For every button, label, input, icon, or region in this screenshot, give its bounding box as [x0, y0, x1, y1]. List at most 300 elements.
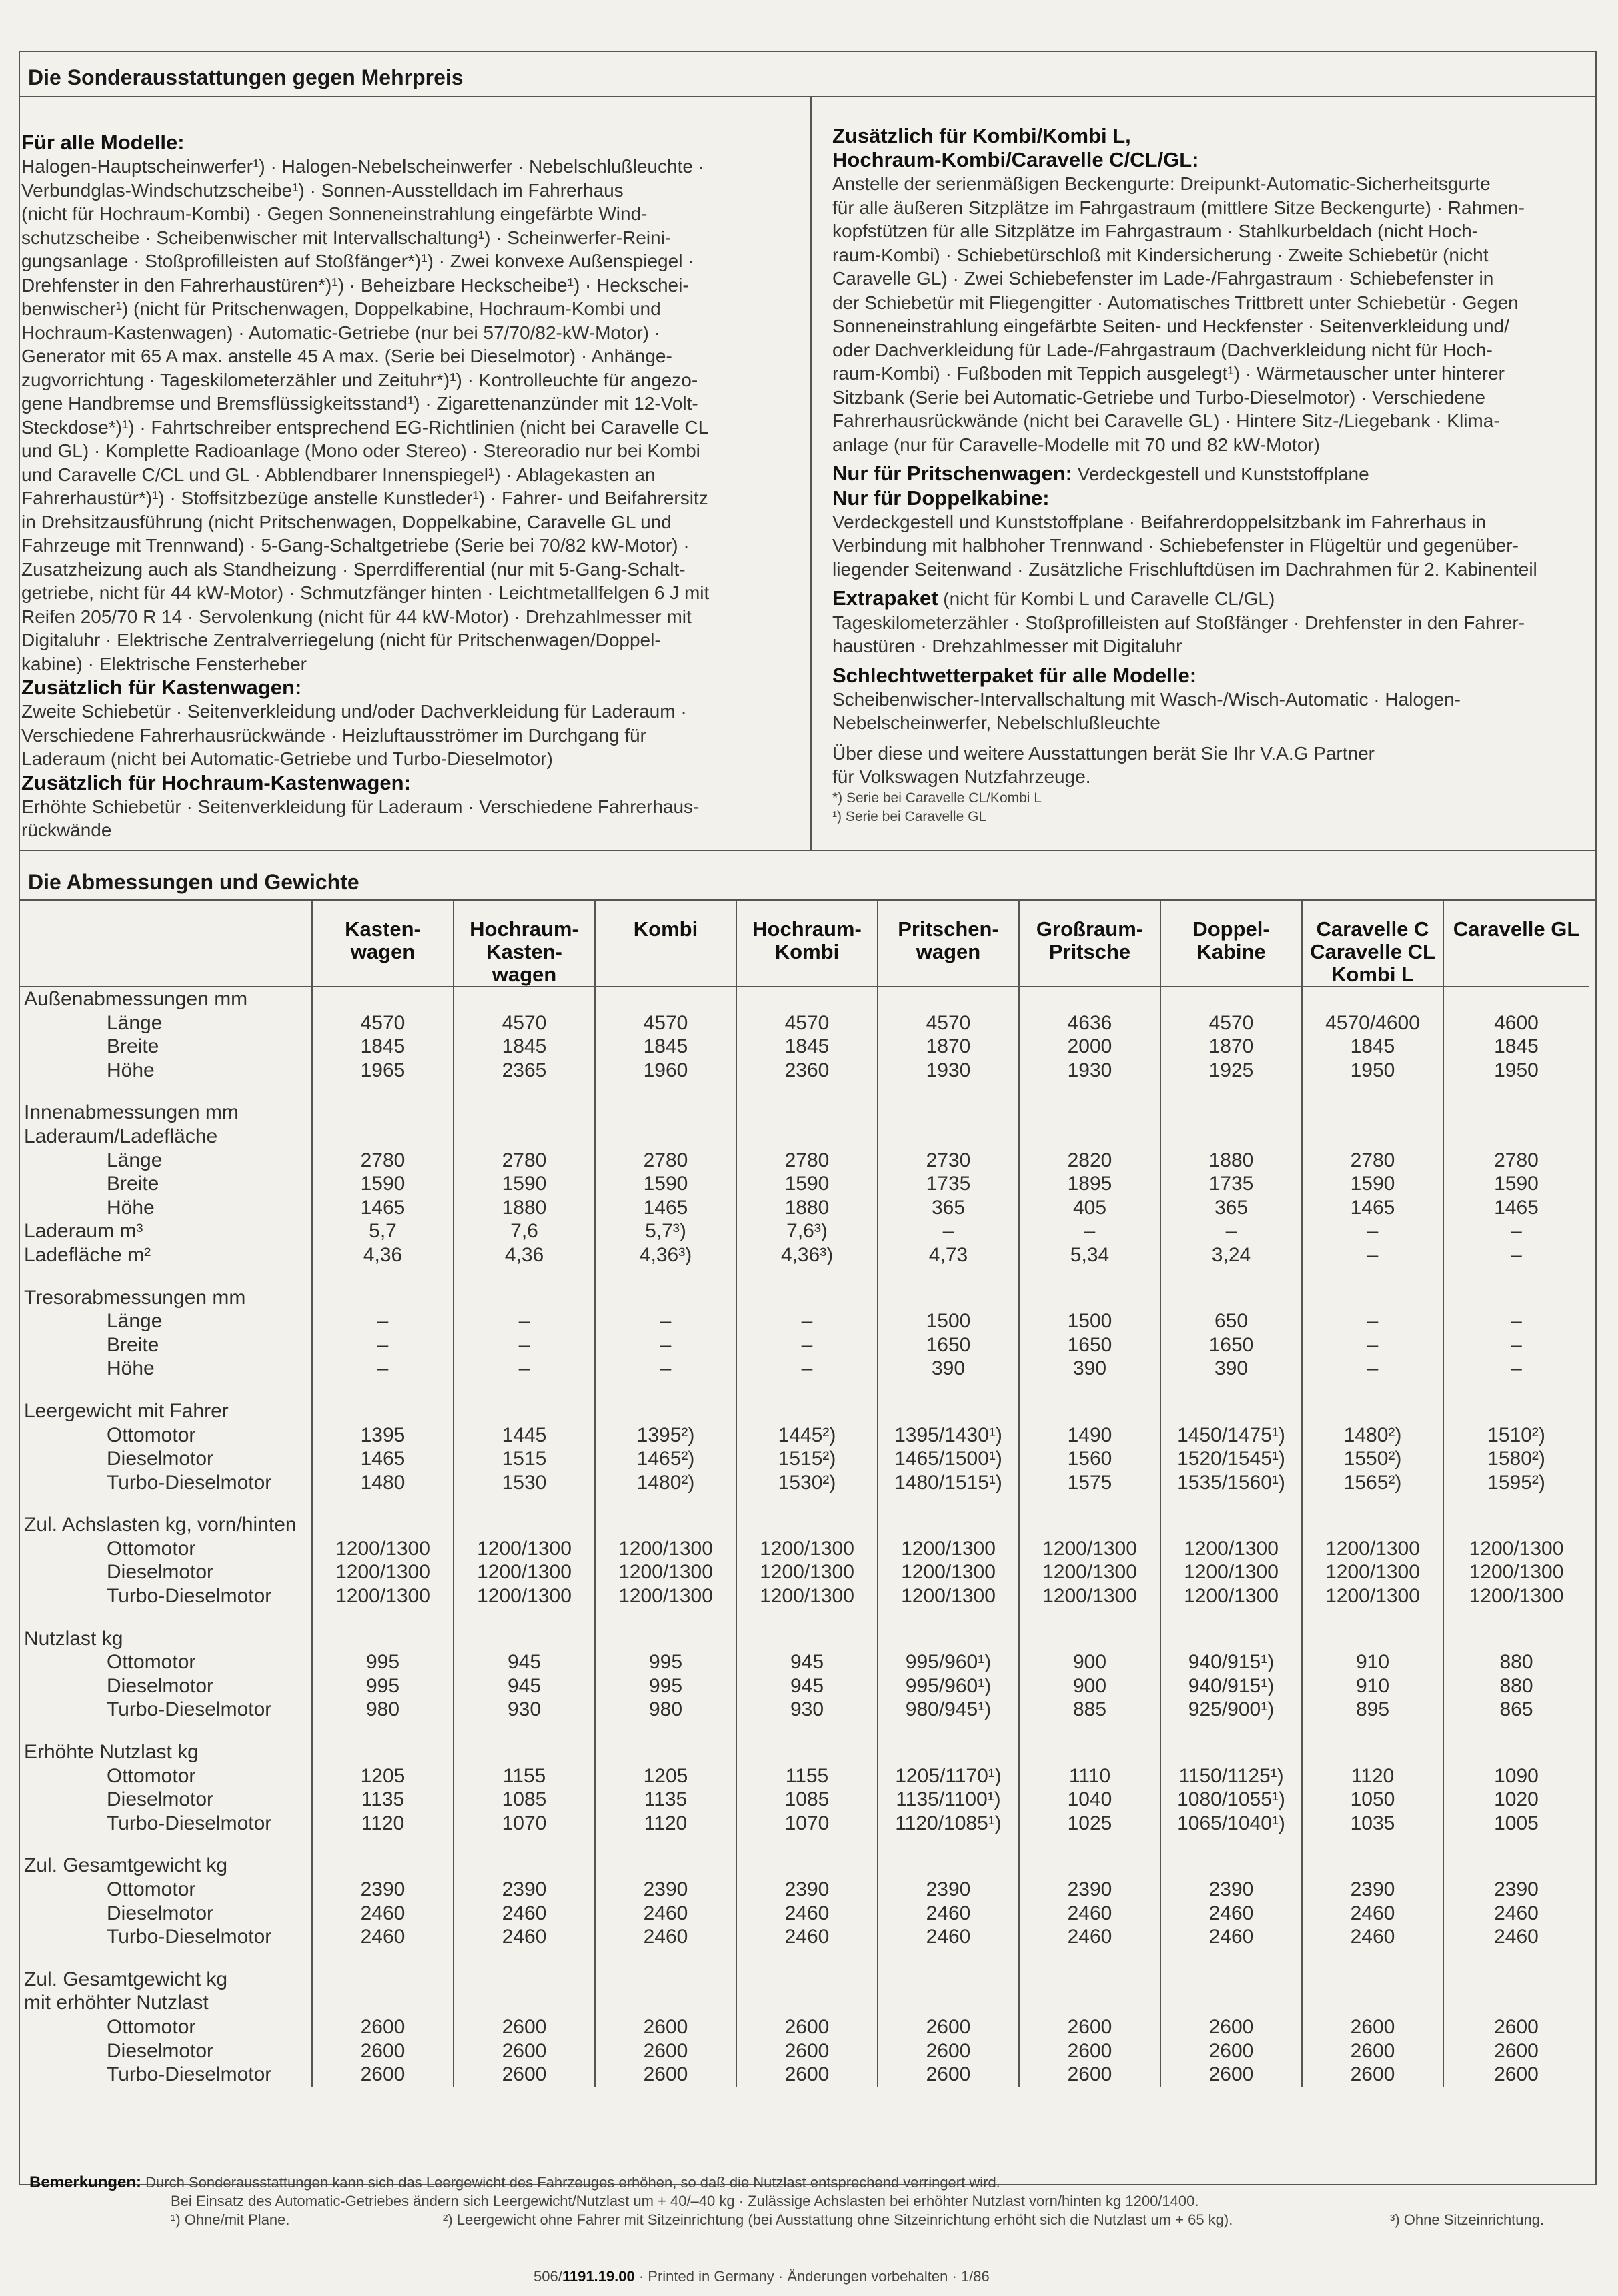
table-cell	[878, 1991, 1019, 2015]
table-cell: 995	[312, 1650, 454, 1674]
options-right-column	[832, 124, 1586, 826]
table-cell: 1150/1125¹)	[1160, 1764, 1302, 1788]
hochraum-kastenwagen-line: rückwände	[21, 820, 112, 840]
table-cell: 2780	[595, 1149, 736, 1173]
table-cell	[1302, 1722, 1443, 1740]
all-models-line: Fahrzeuge mit Trennwand) · 5-Gang-Schaltgetriebe (Serie bei 70/82 kW-Motor) ·	[21, 535, 690, 556]
table-cell	[312, 1381, 454, 1399]
table-cell	[595, 1082, 736, 1101]
table-cell	[1160, 1267, 1302, 1286]
table-cell	[1160, 1082, 1302, 1101]
table-cell: 1895	[1019, 1172, 1160, 1196]
kombi-line: Sitzbank (Serie bei Automatic-Getriebe und Turbo-Dieselmotor) · Verschiedene	[832, 386, 1485, 408]
table-cell: 1650	[878, 1333, 1019, 1357]
table-cell: 940/915¹)	[1160, 1650, 1302, 1674]
table-row	[19, 1494, 1589, 1513]
all-models-text	[21, 155, 802, 676]
table-cell	[1019, 1740, 1160, 1764]
table-cell	[312, 1949, 454, 1968]
pritschenwagen-paragraph	[832, 462, 1586, 486]
table-cell: 1845	[1443, 1035, 1589, 1059]
table-cell: 945	[736, 1674, 878, 1698]
kombi-text	[832, 172, 1586, 456]
row-label: Zul. Gesamtgewicht kg	[24, 1854, 228, 1877]
table-cell	[595, 1835, 736, 1854]
table-cell	[454, 1267, 595, 1286]
table-cell	[595, 1125, 736, 1149]
row-label: Nutzlast kg	[24, 1627, 123, 1650]
table-cell	[1160, 1854, 1302, 1878]
table-cell	[312, 1627, 454, 1651]
table-cell: –	[1302, 1357, 1443, 1381]
row-label: Höhe	[107, 1357, 155, 1380]
table-cell	[454, 1286, 595, 1310]
table-cell	[454, 1513, 595, 1537]
table-cell: –	[1302, 1243, 1443, 1267]
row-label: Dieselmotor	[107, 1448, 214, 1470]
table-cell	[878, 1968, 1019, 1992]
table-cell	[1302, 1286, 1443, 1310]
options-left-column	[21, 131, 802, 842]
table-cell	[1019, 1101, 1160, 1125]
table-cell	[878, 1949, 1019, 1968]
table-cell: 1450/1475¹)	[1160, 1423, 1302, 1448]
table-cell: 1200/1300	[1302, 1560, 1443, 1584]
table-cell: 2600	[878, 2015, 1019, 2039]
table-cell	[454, 987, 595, 1011]
table-cell: 2600	[454, 2015, 595, 2039]
table-cell	[736, 1494, 878, 1513]
table-cell	[1443, 1125, 1589, 1149]
table-cell	[1443, 1267, 1589, 1286]
row-label: Ottomotor	[107, 2015, 196, 2038]
table-row	[19, 1925, 1589, 1949]
table-row	[19, 1309, 1589, 1333]
table-cell	[595, 1494, 736, 1513]
table-cell: 1590	[454, 1172, 595, 1196]
table-cell	[1160, 1399, 1302, 1423]
table-cell: –	[736, 1309, 878, 1333]
table-cell	[878, 1381, 1019, 1399]
table-cell: 1580²)	[1443, 1447, 1589, 1471]
pritschenwagen-heading: Nur für Pritschenwagen:	[832, 462, 1072, 485]
table-cell	[1302, 1381, 1443, 1399]
all-models-line: gungsanlage · Stoßprofilleisten auf Stoßfänger*)¹) · Zwei konvexe Außenspiegel ·	[21, 251, 694, 271]
table-cell	[312, 1722, 454, 1740]
table-cell: 1590	[312, 1172, 454, 1196]
table-row	[19, 1627, 1589, 1651]
row-label	[19, 1608, 312, 1627]
row-label	[19, 1381, 312, 1399]
table-cell: 900	[1019, 1674, 1160, 1698]
row-label: Länge	[107, 1011, 163, 1034]
table-cell	[1019, 1968, 1160, 1992]
table-cell: 405	[1019, 1196, 1160, 1220]
table-cell	[736, 1835, 878, 1854]
table-cell: 1200/1300	[1302, 1537, 1443, 1561]
all-models-line: Fahrerhaustür*)¹) · Stoffsitzbezüge anstelle Kunstleder¹) · Fahrer- und Beifahrersitz	[21, 488, 708, 508]
table-cell	[1160, 1494, 1302, 1513]
table-row	[19, 1381, 1589, 1399]
table-cell	[1160, 1513, 1302, 1537]
kastenwagen-line: Zweite Schiebetür · Seitenverkleidung und/oder Dachverkleidung für Laderaum ·	[21, 701, 687, 722]
table-cell	[312, 1101, 454, 1125]
table-cell: 4,36	[454, 1243, 595, 1267]
table-cell: 1950	[1443, 1059, 1589, 1083]
table-cell: 1445²)	[736, 1423, 878, 1448]
all-models-line: getriebe, nicht für 44 kW-Motor) · Schmutzfänger hinten · Leichtmetallfelgen 6 J mit	[21, 582, 710, 603]
table-cell: 2600	[1443, 2039, 1589, 2063]
doppelkabine-heading: Nur für Doppelkabine:	[832, 486, 1050, 510]
table-cell: 2460	[1160, 1902, 1302, 1926]
table-row	[19, 1854, 1589, 1878]
table-cell	[1160, 1101, 1302, 1125]
extrapaket-heading: Extrapaket	[832, 586, 938, 610]
row-label: Turbo-Dieselmotor	[107, 1698, 272, 1721]
table-cell: 1950	[1302, 1059, 1443, 1083]
table-cell: 1090	[1443, 1764, 1589, 1788]
kombi-line: oder Dachverkleidung für Lade-/Fahrgastraum (Dachverkleidung nicht für Hoch-	[832, 339, 1493, 360]
table-cell	[1443, 1854, 1589, 1878]
table-cell: 1135/1100¹)	[878, 1788, 1019, 1812]
table-cell: 1480²)	[595, 1471, 736, 1495]
table-cell	[312, 1835, 454, 1854]
table-cell	[1019, 1267, 1160, 1286]
table-cell	[595, 1267, 736, 1286]
print-number: 1191.19.00	[562, 2268, 635, 2285]
note-ohne-sitzeinrichtung: ³) Ohne Sitzeinrichtung.	[1390, 2211, 1545, 2228]
table-cell: 1070	[454, 1812, 595, 1836]
table-cell: 4600	[1443, 1011, 1589, 1035]
table-cell	[736, 987, 878, 1011]
dimensions-title: Die Abmessungen und Gewichte	[28, 870, 359, 894]
table-cell: 2460	[454, 1902, 595, 1926]
table-row	[19, 1991, 1589, 2015]
table-cell	[1302, 1991, 1443, 2015]
table-cell	[1160, 1608, 1302, 1627]
table-cell	[736, 1608, 878, 1627]
table-cell: 1200/1300	[878, 1560, 1019, 1584]
table-cell: –	[878, 1219, 1019, 1243]
row-label: Innenabmessungen mm	[24, 1101, 239, 1124]
print-code: 506/	[534, 2268, 562, 2285]
table-cell: 945	[454, 1650, 595, 1674]
print-line	[534, 2268, 990, 2285]
table-cell: 7,6³)	[736, 1219, 878, 1243]
table-cell	[454, 1722, 595, 1740]
table-cell	[454, 1082, 595, 1101]
table-cell: 2460	[312, 1902, 454, 1926]
table-cell: 980	[595, 1698, 736, 1722]
table-cell: 1200/1300	[1160, 1584, 1302, 1608]
table-cell	[1443, 1949, 1589, 1968]
extrapaket-paragraph	[832, 586, 1586, 611]
table-cell	[454, 1835, 595, 1854]
table-cell	[312, 1991, 454, 2015]
partner-text	[832, 742, 1586, 789]
table-cell	[1443, 1968, 1589, 1992]
table-cell	[1443, 1399, 1589, 1423]
table-cell: 1200/1300	[1019, 1584, 1160, 1608]
table-cell	[1019, 1627, 1160, 1651]
table-cell: 1490	[1019, 1423, 1160, 1448]
table-row	[19, 1537, 1589, 1561]
table-cell	[1302, 1399, 1443, 1423]
table-cell: 2460	[1302, 1925, 1443, 1949]
table-cell: 1960	[595, 1059, 736, 1083]
table-cell	[595, 1286, 736, 1310]
table-cell	[595, 1722, 736, 1740]
table-cell: 1070	[736, 1812, 878, 1836]
table-cell: 2600	[1443, 2015, 1589, 2039]
table-cell: –	[595, 1357, 736, 1381]
table-cell: 1120	[312, 1812, 454, 1836]
table-cell: 1040	[1019, 1788, 1160, 1812]
table-cell	[1302, 1740, 1443, 1764]
table-cell: 4570	[595, 1011, 736, 1035]
table-cell	[312, 1082, 454, 1101]
all-models-line: Halogen-Hauptscheinwerfer¹) · Halogen-Nebelscheinwerfer · Nebelschlußleuchte ·	[21, 156, 705, 177]
table-cell	[454, 1740, 595, 1764]
kastenwagen-text	[21, 700, 802, 771]
table-cell: 1200/1300	[312, 1537, 454, 1561]
column-header: Caravelle GL	[1443, 901, 1589, 987]
kombi-heading-line2: Hochraum-Kombi/Caravelle C/CL/GL:	[832, 148, 1199, 171]
table-cell: –	[1019, 1219, 1160, 1243]
row-label: Ladefläche m²	[24, 1243, 151, 1266]
table-cell	[312, 1494, 454, 1513]
table-cell	[1160, 1627, 1302, 1651]
table-row	[19, 1243, 1589, 1267]
table-cell: 1200/1300	[1302, 1584, 1443, 1608]
table-cell	[1160, 1835, 1302, 1854]
table-cell	[1019, 1286, 1160, 1310]
table-cell	[312, 1286, 454, 1310]
table-cell: –	[1443, 1333, 1589, 1357]
print-rest: · Printed in Germany · Änderungen vorbehalten · 1/86	[634, 2268, 990, 2285]
table-cell: 5,7³)	[595, 1219, 736, 1243]
table-cell: 650	[1160, 1309, 1302, 1333]
table-cell: 1565²)	[1302, 1471, 1443, 1495]
table-row	[19, 1608, 1589, 1627]
table-cell: 1515²)	[736, 1447, 878, 1471]
table-cell	[595, 987, 736, 1011]
table-cell: 4,73	[878, 1243, 1019, 1267]
table-cell	[1160, 1286, 1302, 1310]
table-cell: 1650	[1160, 1333, 1302, 1357]
table-cell	[595, 1399, 736, 1423]
table-cell: 4,36	[312, 1243, 454, 1267]
table-cell: 995/960¹)	[878, 1674, 1019, 1698]
table-cell	[1443, 1286, 1589, 1310]
table-cell: 1465²)	[595, 1447, 736, 1471]
table-cell: –	[454, 1309, 595, 1333]
row-label	[19, 1722, 312, 1740]
table-row	[19, 1059, 1589, 1083]
table-cell	[1160, 1125, 1302, 1149]
all-models-line: in Drehsitzausführung (nicht Pritschenwagen, Doppelkabine, Caravelle GL und	[21, 511, 672, 532]
all-models-line: und Caravelle C/CL und GL · Abblendbarer Innenspiegel¹) · Ablagekasten an	[21, 464, 656, 485]
row-label: Turbo-Dieselmotor	[107, 2063, 272, 2086]
all-models-line: (nicht für Hochraum-Kombi) · Gegen Sonneneinstrahlung eingefärbte Wind-	[21, 203, 648, 224]
table-cell	[878, 1722, 1019, 1740]
all-models-line: kabine) · Elektrische Fensterheber	[21, 653, 307, 674]
table-cell	[454, 1494, 595, 1513]
table-cell	[595, 1854, 736, 1878]
kombi-line: Anstelle der serienmäßigen Beckengurte: Dreipunkt-Automatic-Sicherheitsgurte	[832, 173, 1491, 194]
table-cell: 1590	[736, 1172, 878, 1196]
options-section-header	[19, 51, 1597, 97]
row-label: Turbo-Dieselmotor	[107, 1585, 272, 1608]
column-header: Hochraum- Kombi	[736, 901, 878, 987]
table-cell	[595, 1740, 736, 1764]
table-cell: 1500	[1019, 1309, 1160, 1333]
table-row	[19, 1286, 1589, 1310]
table-cell	[1302, 1968, 1443, 1992]
table-cell: 900	[1019, 1650, 1160, 1674]
table-cell	[1302, 1835, 1443, 1854]
row-label: Dieselmotor	[107, 1561, 214, 1584]
table-cell: 1155	[736, 1764, 878, 1788]
row-label	[19, 1949, 312, 1968]
table-cell: 1465	[1443, 1196, 1589, 1220]
table-cell	[595, 1608, 736, 1627]
table-cell: 1930	[878, 1059, 1019, 1083]
table-cell: 1395	[312, 1423, 454, 1448]
table-cell: 4570/4600	[1302, 1011, 1443, 1035]
table-cell	[595, 1627, 736, 1651]
table-cell: 1200/1300	[736, 1584, 878, 1608]
table-cell	[736, 1101, 878, 1125]
remarks-notes-row	[29, 2211, 1545, 2229]
table-cell: 2600	[1302, 2015, 1443, 2039]
column-header: Kasten- wagen	[312, 901, 454, 987]
table-cell: 910	[1302, 1674, 1443, 1698]
table-cell: 940/915¹)	[1160, 1674, 1302, 1698]
table-cell: –	[312, 1357, 454, 1381]
all-models-line: Drehfenster in den Fahrerhaustüren*)¹) · Beheizbare Heckscheibe¹) · Heckschei-	[21, 274, 689, 296]
table-cell	[1443, 1722, 1589, 1740]
table-cell	[595, 1381, 736, 1399]
table-row	[19, 1650, 1589, 1674]
table-cell: 1880	[1160, 1149, 1302, 1173]
table-cell	[1019, 1949, 1160, 1968]
table-cell: 2780	[736, 1149, 878, 1173]
table-cell	[1019, 1835, 1160, 1854]
table-row	[19, 1812, 1589, 1836]
table-cell: 1530²)	[736, 1471, 878, 1495]
table-cell: 1200/1300	[454, 1584, 595, 1608]
table-cell	[1443, 1494, 1589, 1513]
schlechtwetter-line: Scheibenwischer-Intervallschaltung mit Wasch-/Wisch-Automatic · Halogen-	[832, 688, 1461, 710]
table-cell: 2460	[1019, 1925, 1160, 1949]
table-cell: 390	[1019, 1357, 1160, 1381]
extrapaket-line: Tageskilometerzähler · Stoßprofilleisten auf Stoßfänger · Drehfenster in den Fahrer-	[832, 612, 1525, 633]
table-cell: –	[1443, 1309, 1589, 1333]
table-cell: 4636	[1019, 1011, 1160, 1035]
table-cell: 980	[312, 1698, 454, 1722]
kombi-heading-line1: Zusätzlich für Kombi/Kombi L,	[832, 124, 1131, 147]
table-cell: 1200/1300	[878, 1584, 1019, 1608]
table-cell: 865	[1443, 1698, 1589, 1722]
table-cell	[454, 1991, 595, 2015]
table-cell	[1302, 1608, 1443, 1627]
table-cell: 2460	[454, 1925, 595, 1949]
table-cell	[736, 1991, 878, 2015]
table-cell: 1465/1500¹)	[878, 1447, 1019, 1471]
table-cell	[878, 1267, 1019, 1286]
table-cell: 2600	[1302, 2063, 1443, 2087]
kombi-line: anlage (nur für Caravelle-Modelle mit 70 und 82 kW-Motor)	[832, 434, 1320, 455]
table-cell	[1160, 1740, 1302, 1764]
table-cell: 1510²)	[1443, 1423, 1589, 1448]
table-cell: 945	[736, 1650, 878, 1674]
table-cell: 1135	[595, 1788, 736, 1812]
all-models-line: Hochraum-Kastenwagen) · Automatic-Getriebe (nur bei 57/70/82-kW-Motor) ·	[21, 322, 661, 343]
table-cell: 1880	[454, 1196, 595, 1220]
table-cell: 1550²)	[1302, 1447, 1443, 1471]
table-row	[19, 1267, 1589, 1286]
table-cell: 2390	[878, 1878, 1019, 1902]
kombi-line: Sonneneinstrahlung eingefärbte Seiten- und Heckfenster · Seitenverkleidung und/	[832, 316, 1509, 336]
row-label: Breite	[107, 1173, 159, 1195]
table-cell: 895	[1302, 1698, 1443, 1722]
table-row	[19, 1101, 1589, 1125]
table-cell: 1530	[454, 1471, 595, 1495]
table-cell: 2600	[454, 2039, 595, 2063]
table-cell	[736, 1627, 878, 1651]
row-label	[19, 1494, 312, 1513]
table-cell	[595, 1949, 736, 1968]
row-label: Turbo-Dieselmotor	[107, 1812, 272, 1834]
row-label	[19, 1082, 312, 1101]
table-cell: 1005	[1443, 1812, 1589, 1836]
table-cell: –	[1443, 1357, 1589, 1381]
table-cell	[454, 1608, 595, 1627]
table-cell: 3,24	[1160, 1243, 1302, 1267]
table-cell: 1845	[1302, 1035, 1443, 1059]
row-label: Tresorabmessungen mm	[24, 1286, 246, 1309]
table-cell: –	[1302, 1219, 1443, 1243]
table-cell	[1019, 1082, 1160, 1101]
table-cell	[878, 1125, 1019, 1149]
table-cell: 2365	[454, 1059, 595, 1083]
table-row	[19, 1333, 1589, 1357]
row-label: Dieselmotor	[107, 2039, 214, 2062]
table-cell: 390	[1160, 1357, 1302, 1381]
table-row	[19, 1878, 1589, 1902]
table-cell: 1200/1300	[454, 1560, 595, 1584]
table-cell: 2600	[878, 2063, 1019, 2087]
table-cell: 5,7	[312, 1219, 454, 1243]
table-cell: 1200/1300	[595, 1560, 736, 1584]
table-row	[19, 2015, 1589, 2039]
table-cell: 995	[595, 1650, 736, 1674]
table-row	[19, 1698, 1589, 1722]
hochraum-kastenwagen-text	[21, 795, 802, 842]
table-cell	[454, 1949, 595, 1968]
table-cell: 1515	[454, 1447, 595, 1471]
row-label: Turbo-Dieselmotor	[107, 1471, 272, 1494]
table-cell: 995	[595, 1674, 736, 1698]
row-label: Turbo-Dieselmotor	[107, 1926, 272, 1948]
table-cell: 2780	[312, 1149, 454, 1173]
dimensions-section-header	[19, 851, 1597, 901]
table-cell	[1019, 1125, 1160, 1149]
table-cell	[1302, 1513, 1443, 1537]
kombi-line: raum-Kombi) · Fußboden mit Teppich ausgelegt¹) · Wärmetauscher unter hinterer	[832, 363, 1505, 384]
table-cell	[878, 1494, 1019, 1513]
